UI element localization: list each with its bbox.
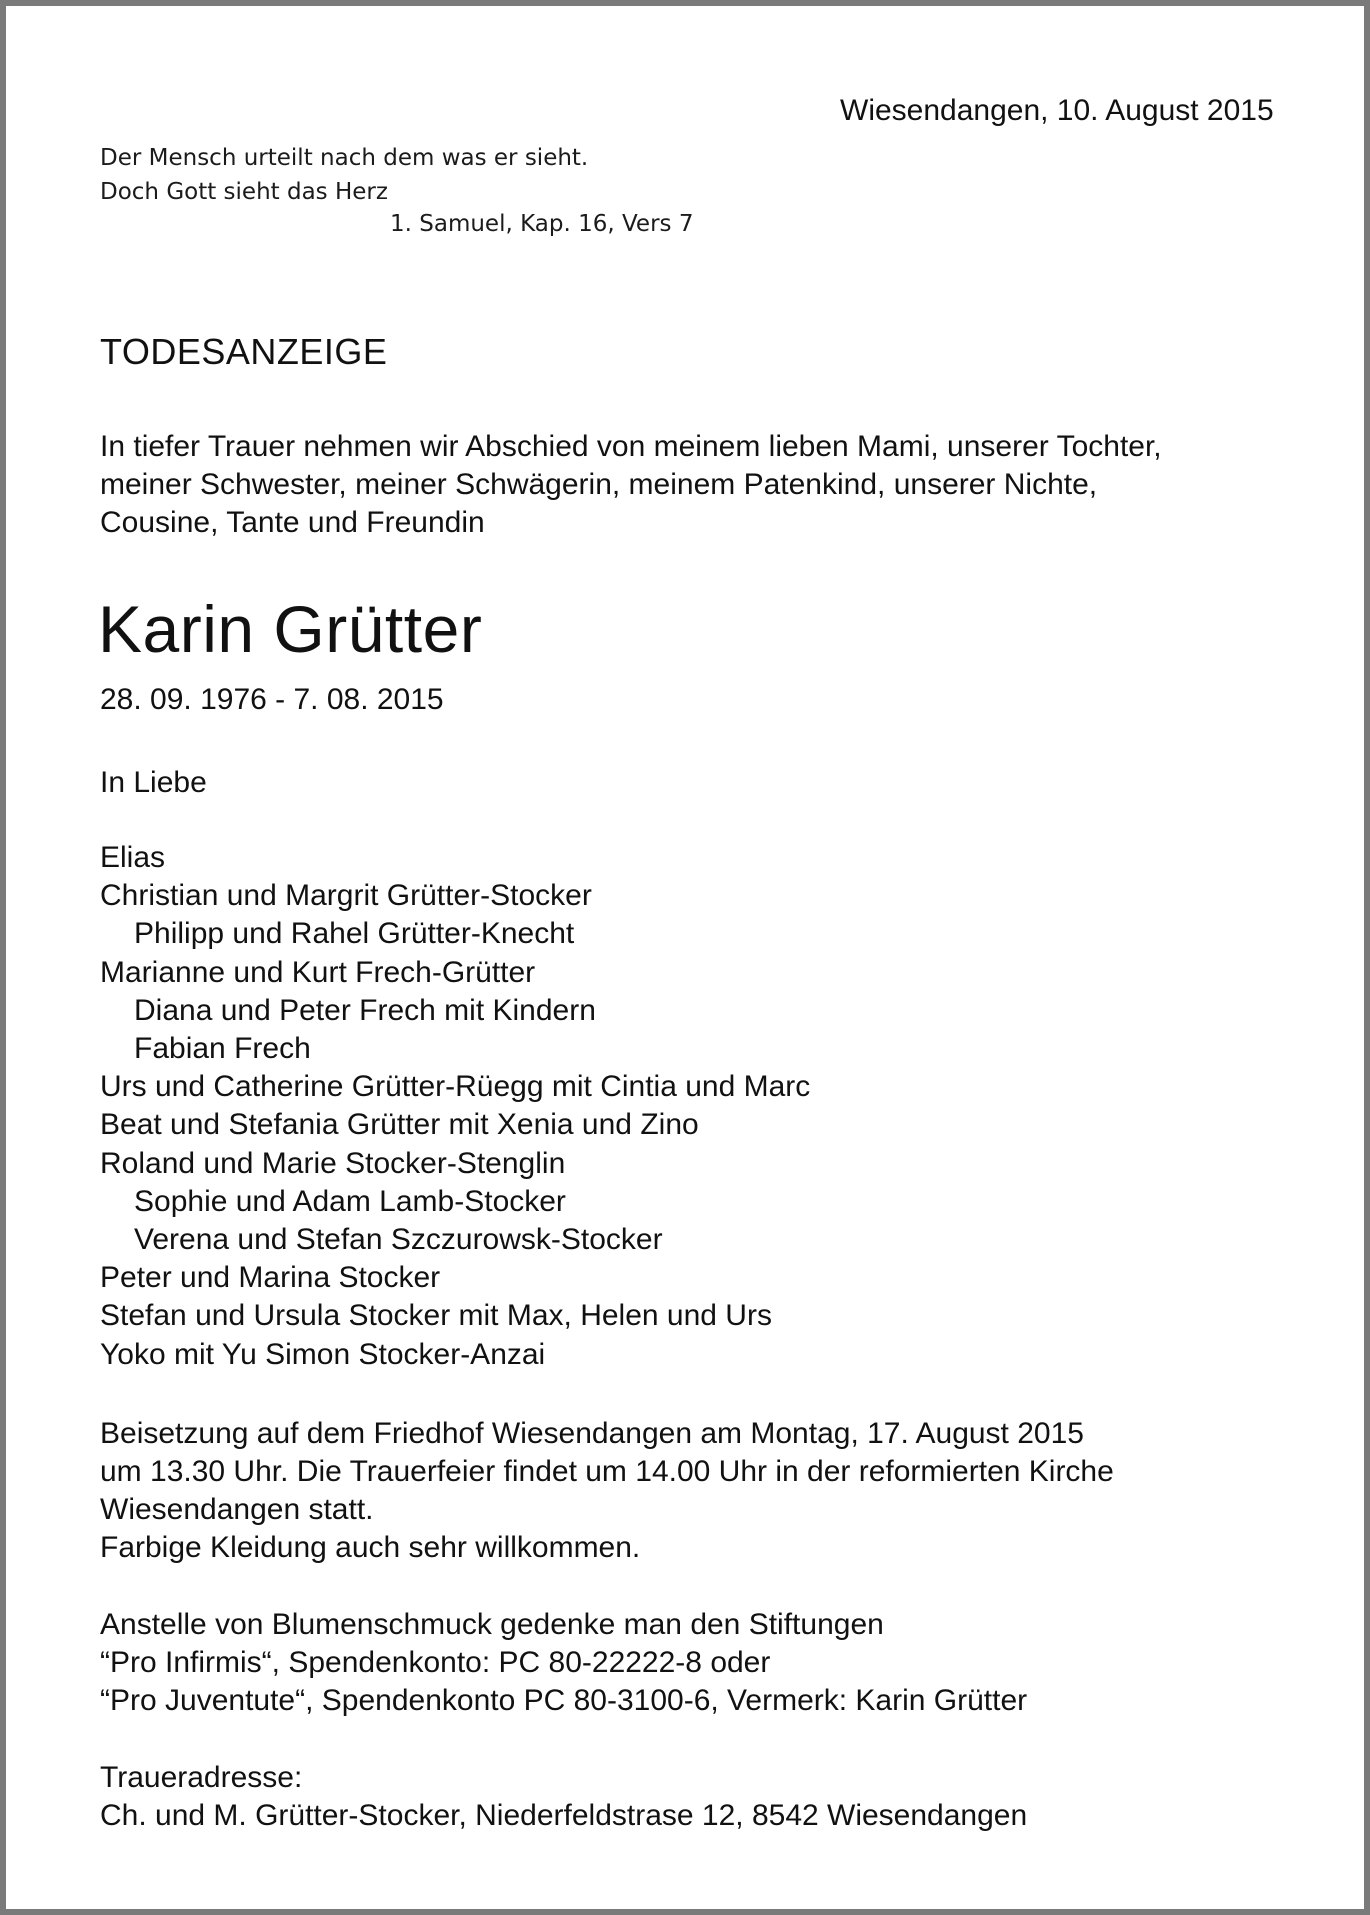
verse-reference: 1. Samuel, Kap. 16, Vers 7 — [390, 211, 694, 237]
deceased-name: Karin Grütter — [98, 592, 483, 666]
mourner-line: Elias — [100, 841, 166, 874]
address-label: Traueradresse: — [100, 1761, 303, 1794]
address-value: Ch. und M. Grütter-Stocker, Niederfeldstrase 12, 8542 Wiesendangen — [100, 1799, 1028, 1832]
mourner-line: Urs und Catherine Grütter-Rüegg mit Cintia und Marc — [100, 1070, 811, 1103]
mourner-line: Sophie und Adam Lamb-Stocker — [134, 1185, 566, 1218]
verse-line-1: Der Mensch urteilt nach dem was er sieht. — [100, 145, 589, 171]
donation-line-3: “Pro Juventute“, Spendenkonto PC 80-3100-6, Vermerk: Karin Grütter — [100, 1684, 1028, 1717]
donation-line-2: “Pro Infirmis“, Spendenkonto: PC 80-22222-8 oder — [100, 1646, 771, 1679]
mourner-line: Beat und Stefania Grütter mit Xenia und Zino — [100, 1108, 699, 1141]
date-line: Wiesendangen, 10. August 2015 — [840, 94, 1274, 127]
intro-line-3: Cousine, Tante und Freundin — [100, 506, 485, 539]
mourner-line: Diana und Peter Frech mit Kindern — [134, 994, 596, 1027]
in-love-line: In Liebe — [100, 766, 207, 799]
funeral-line-1: Beisetzung auf dem Friedhof Wiesendangen am Montag, 17. August 2015 — [100, 1417, 1084, 1450]
mourner-line: Roland und Marie Stocker-Stenglin — [100, 1147, 566, 1180]
mourner-line: Christian und Margrit Grütter-Stocker — [100, 879, 592, 912]
mourner-line: Stefan und Ursula Stocker mit Max, Helen und Urs — [100, 1299, 772, 1332]
mourner-line: Marianne und Kurt Frech-Grütter — [100, 956, 536, 989]
mourner-line: Yoko mit Yu Simon Stocker-Anzai — [100, 1338, 546, 1371]
donation-line-1: Anstelle von Blumenschmuck gedenke man den Stiftungen — [100, 1608, 884, 1641]
mourner-line: Peter und Marina Stocker — [100, 1261, 441, 1294]
mourner-line: Verena und Stefan Szczurowsk-Stocker — [134, 1223, 663, 1256]
life-dates: 28. 09. 1976 - 7. 08. 2015 — [100, 683, 444, 716]
funeral-line-2: um 13.30 Uhr. Die Trauerfeier findet um 14.00 Uhr in der reformierten Kirche — [100, 1455, 1114, 1488]
intro-line-1: In tiefer Trauer nehmen wir Abschied von meinem lieben Mami, unserer Tochter, — [100, 430, 1162, 463]
mourner-line: Fabian Frech — [134, 1032, 311, 1065]
page-heading: TODESANZEIGE — [100, 331, 388, 372]
mourner-line: Philipp und Rahel Grütter-Knecht — [134, 917, 575, 950]
verse-line-2: Doch Gott sieht das Herz — [100, 179, 388, 205]
intro-line-2: meiner Schwester, meiner Schwägerin, meinem Patenkind, unserer Nichte, — [100, 468, 1098, 501]
funeral-line-4: Farbige Kleidung auch sehr willkommen. — [100, 1531, 641, 1564]
funeral-line-3: Wiesendangen statt. — [100, 1493, 374, 1526]
